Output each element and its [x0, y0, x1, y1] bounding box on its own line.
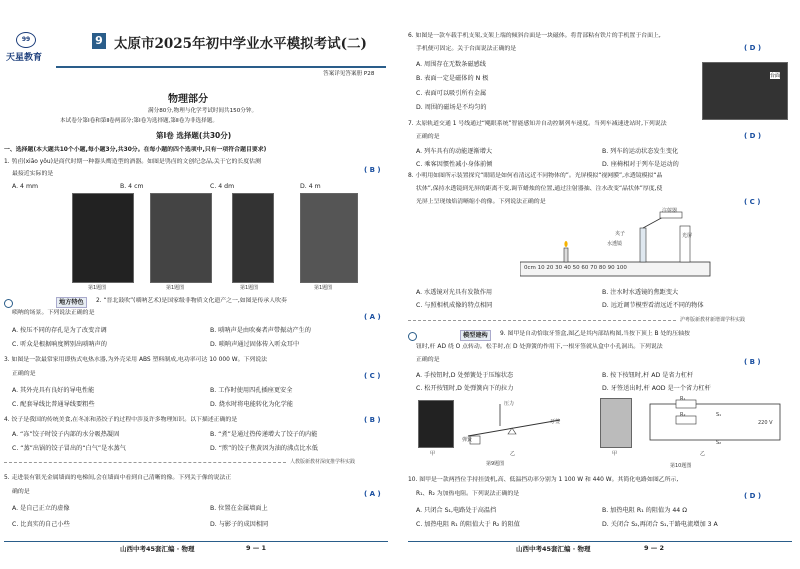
- q1-option-b: B. 4 cm: [120, 183, 144, 190]
- q5-line-1: 5. 走进装有银光金属墙面的电梯间,会在墙面中看到自己清晰的像。下列关于像的说法正: [4, 475, 232, 481]
- q10-option-b: B. 加热电阻 R₁ 的阻值为 44 Ω: [602, 507, 687, 514]
- q9-line-2: 钮时,杆 AD 绕 O 点转动。松手时,在 D 处弹簧的作用下,一根牙签就从盒中小孔洞出。下列说法: [416, 344, 663, 350]
- q6-figure: [702, 62, 788, 120]
- q8-line-1: 8. 小明用如图所示装置探究“眼睛是如何看清远近不同物体的”。光屏模拟“视网膜”,水透镜模拟“晶: [408, 173, 663, 179]
- q3-option-b: B. 工作时使用四孔插座更安全: [210, 387, 293, 394]
- footer-series: 山西中考45套汇编 · 物理: [516, 545, 591, 553]
- intro-line-2: 本试卷分第Ⅰ卷和第Ⅱ卷两部分;第Ⅰ卷为选择题,第Ⅱ卷为非选择题。: [60, 118, 218, 124]
- q8-line-3: 光屏上呈现烛焰清晰缩小的像。下列说法正确的是: [416, 199, 546, 205]
- q2-badge-icon: [4, 299, 13, 308]
- q4-option-a: A. “冻”饺子时饺子内部的水分吸热凝固: [12, 431, 120, 438]
- q8-label-lens: 水透镜: [607, 241, 623, 247]
- q4-option-d: D. “煎”的饺子焦黄因为油的沸点比水低: [210, 445, 318, 452]
- q9-option-a: A. 手按钮时,D 处弹簧处于压缩状态: [416, 372, 514, 379]
- footer-page: 9 — 2: [644, 544, 665, 552]
- q10-label-jia: 甲: [612, 451, 618, 457]
- q6-option-c: C. 表面可以吸引所有金属: [416, 90, 487, 97]
- candle-flame-icon: [564, 241, 567, 247]
- q9-badge-icon: [408, 332, 417, 341]
- q8-option-b: B. 注水时水透镜的焦距变大: [602, 289, 679, 296]
- q9-label-yi: 乙: [510, 451, 516, 457]
- paper-number: 9: [92, 33, 106, 49]
- q2-line-2: 唢呐的场景。下列说法正确的是: [12, 310, 95, 316]
- q7-option-d: D. 座椅相对于列车是运动的: [602, 161, 679, 168]
- q7-option-b: B. 列车的运动状态发生变化: [602, 148, 679, 155]
- q8-ruler-scale: 0cm 10 20 30 40 50 60 70 80 90 100: [524, 265, 627, 271]
- q1-option-d: D. 4 m: [300, 183, 321, 190]
- logo-badge-icon: 99: [16, 32, 36, 48]
- footer-series: 山西中考45套汇编 · 物理: [120, 545, 195, 553]
- q2-option-d: D. 唢呐声通过固体传入听众耳中: [210, 341, 300, 348]
- q10-option-d: D. 关闭合 S₂,再闭合 S₁,干路电流增加 3 A: [602, 521, 718, 528]
- q9-option-b: B. 按下按钮时,杆 AD 是省力杠杆: [602, 372, 694, 379]
- q8-source-tag: 沪粤版新教材新增课学科实践: [680, 317, 746, 323]
- footer-rule: [4, 541, 388, 542]
- q2-figure: [150, 193, 212, 283]
- q8-optics-diagram: [520, 208, 720, 286]
- q6-line-1: 6. 如图是一款车载手机支架,支架上端的倾斜台面是一块磁体。将背部粘有铁片的手机置于台面上,: [408, 33, 661, 39]
- q8-label-syringe: 注射器: [662, 208, 678, 214]
- q3-line-1: 3. 如图是一款最常家用即热式电热水器,为外壳采用 ABS 塑料制成,电功率可达 10 000 W。下列说法: [4, 357, 268, 363]
- q7-line-1: 7. 太原轨道交通 1 号线通过“飓眼系统”智能感知并自动控制列车速度。当列车减速进站时,下列说法: [408, 121, 667, 127]
- brand-logo: [4, 28, 50, 66]
- q4-option-b: B. “煮”是通过热传递增大了饺子的内能: [210, 431, 318, 438]
- resistor-r2: [676, 416, 696, 424]
- q10-option-c: C. 加热电阻 R₁ 的阻值大于 R₂ 的阻值: [416, 521, 520, 528]
- q9-tag-label: 模型建构: [460, 330, 491, 341]
- lens-stand: [640, 228, 646, 262]
- q3-line-2: 正确的是: [12, 371, 36, 377]
- q9-tag: [460, 330, 491, 341]
- footer-rule: [408, 541, 792, 542]
- q4-source-tag: 人教版新教材深度推学科实践: [290, 459, 356, 465]
- q10-label-s1: S₁: [716, 412, 722, 418]
- q6-option-d: D. 周围的磁场是不均匀的: [416, 104, 487, 111]
- q10-answer: ( D ): [744, 492, 762, 500]
- intro-line-1: 满分80分,物理与化学考试时间共150分钟。: [148, 108, 258, 114]
- q8-source-rule: [408, 320, 676, 321]
- title-rule: [56, 66, 386, 68]
- footer-page: 9 — 1: [246, 544, 267, 552]
- q7-option-c: C. 乘客因惯性减小身体前倾: [416, 161, 493, 168]
- q3-answer: ( C ): [364, 372, 381, 380]
- q10-label-voltage: 220 V: [758, 420, 773, 426]
- q1-line-2: 最接近实际的是: [12, 171, 54, 177]
- q8-line-2: 状体”,保持水透镜到光屏的距离不变,调节蜡烛的位置,通过注射器抽、注水改变“晶状体”厚度,使: [416, 186, 663, 192]
- paper-title: 太原市2025年初中学业水平模拟考试(二): [114, 36, 367, 52]
- q2-tag: [56, 297, 87, 308]
- q10-label-s2: S₂: [716, 440, 722, 446]
- q1-line-1: 1. 鸮卣(xiāo yǒu)是商代时期一种器头鹰造型的酒器。如图是鸮卣的文创纪念品,关于它的长度估测: [4, 159, 261, 165]
- q2-option-c: C. 听众是根据响度辨别出唢呐声的: [12, 341, 107, 348]
- q8-label-screen: 光屏: [682, 233, 693, 239]
- q1-caption-2: 第1题图: [166, 285, 185, 291]
- q10-label-r1: R₁: [680, 396, 686, 402]
- q3-option-a: A. 其外壳具有良好的导电性能: [12, 387, 95, 394]
- q6-answer: ( D ): [744, 44, 762, 52]
- q10-caption: 第10题图: [670, 463, 692, 469]
- q5-option-b: B. 位置在金属墙面上: [210, 505, 268, 512]
- q9-answer: ( B ): [744, 358, 761, 366]
- q6-option-a: A. 周围存在无数条磁感线: [416, 61, 486, 68]
- q10-figure-photo: [600, 398, 632, 448]
- q9-label-spring: 弹簧: [462, 437, 473, 443]
- q2-option-b: B. 唢呐声是由吹奏者声带振动产生的: [210, 327, 311, 334]
- q4-source-rule: [4, 462, 286, 463]
- q9-label-toothpick: 牙签: [550, 419, 561, 425]
- q9-caption: 第9题图: [486, 461, 505, 467]
- q2-answer: ( A ): [364, 313, 381, 321]
- q1-figure-1: [72, 193, 134, 283]
- q3-option-c: C. 配套导线比普通导线要粗些: [12, 401, 95, 408]
- part-heading: 一、选择题(本大题共10个小题,每小题3分,共30分。在每小题的四个选项中,只有一项符合题目要求): [4, 147, 267, 153]
- section-title: 物理部分: [168, 94, 208, 105]
- right-page: [400, 0, 800, 569]
- q10-label-r2: R₂: [680, 412, 686, 418]
- q9-option-c: C. 松开按钮时,D 处弹簧向下的拉力: [416, 385, 514, 392]
- q5-option-a: A. 是自己正立的虚像: [12, 505, 70, 512]
- q6-label: 台面: [770, 73, 781, 79]
- q8-option-a: A. 水透镜对光具有发散作用: [416, 289, 493, 296]
- answer-reference: 答案详见答案册 P28: [323, 71, 375, 77]
- q1-caption-4: 第1题图: [314, 285, 333, 291]
- q1-caption-3: 第1题图: [240, 285, 259, 291]
- q4-line-1: 4. 饺子是我国的传统美食,在冬冻和蒸饺子的过程中涉及许多物理知识。以下描述正确的是: [4, 417, 238, 423]
- q9-figure-photo: [418, 400, 454, 448]
- q2-tag-label: 地方特色: [56, 297, 87, 308]
- q2-option-a: A. 按压不同的存孔是为了改变音调: [12, 327, 107, 334]
- q9-label-force: 压力: [504, 401, 515, 407]
- q1-caption-1: 第1题图: [88, 285, 107, 291]
- q10-line-1: 10. 图甲是一款两挡位手持挂烫机,高、低温挡功率分别为 1 100 W 和 440 W。其简化电路如图乙所示,: [408, 477, 679, 483]
- q8-option-c: C. 与照相机成像的特点相同: [416, 302, 493, 309]
- q9-option-d: D. 牙签送出时,杆 AOD 是一个省力杠杆: [602, 385, 711, 392]
- q6-line-2: 手机便可固定。关于台面说法正确的是: [416, 46, 517, 52]
- q10-label-yi: 乙: [700, 451, 706, 457]
- q7-option-a: A. 列车具有的动能逐渐增大: [416, 148, 493, 155]
- q9-line-1: 9. 图甲是自动恰取牙签盒,图乙是其内部结构图,当按下顶上 B 处的压轴按: [500, 331, 690, 337]
- q4-answer: ( B ): [364, 416, 381, 424]
- q5-option-c: C. 比真实的自己小些: [12, 521, 70, 528]
- q5-line-2: 确的是: [12, 489, 30, 495]
- q2-line-1: 2. “晋北鼓吹”(唢呐艺术)是国家级非物质文化遗产之一,如图是传承人吹奏: [96, 298, 287, 304]
- q8-option-d: D. 远近调节模型看清远近不同的物体: [602, 302, 704, 309]
- q10-option-a: A. 只闭合 S₁,电路处于高温挡: [416, 507, 497, 514]
- q9-label-jia: 甲: [430, 451, 436, 457]
- q5-answer: ( A ): [364, 490, 381, 498]
- volume-title: 第Ⅰ卷 选择题(共30分): [156, 131, 232, 140]
- q1-answer: ( B ): [364, 166, 381, 174]
- q5-figure: [300, 193, 358, 283]
- q1-option-c: C. 4 dm: [210, 183, 235, 190]
- q5-option-d: D. 与影子的成因相同: [210, 521, 269, 528]
- q9-line-3: 正确的是: [416, 357, 440, 363]
- q7-line-2: 正确的是: [416, 134, 440, 140]
- q7-answer: ( D ): [744, 132, 762, 140]
- q8-label-clip: 夹子: [615, 231, 626, 237]
- resistor-r1: [676, 400, 696, 408]
- q6-option-b: B. 表面一定是磁体的 N 极: [416, 75, 489, 82]
- q10-line-2: R₁、R₂ 为加热电阻。下列说法正确的是: [416, 491, 520, 497]
- q4-option-c: C. “蒸”出锅的饺子冒出的“白气”是水蒸气: [12, 445, 126, 452]
- q3-figure: [232, 193, 274, 283]
- q1-option-a: A. 4 mm: [12, 183, 39, 190]
- logo-text: 天星教育: [6, 53, 43, 63]
- q8-answer: ( C ): [744, 198, 761, 206]
- candle: [564, 248, 568, 262]
- q3-option-d: D. 烧水时将电能转化为化学能: [210, 401, 293, 408]
